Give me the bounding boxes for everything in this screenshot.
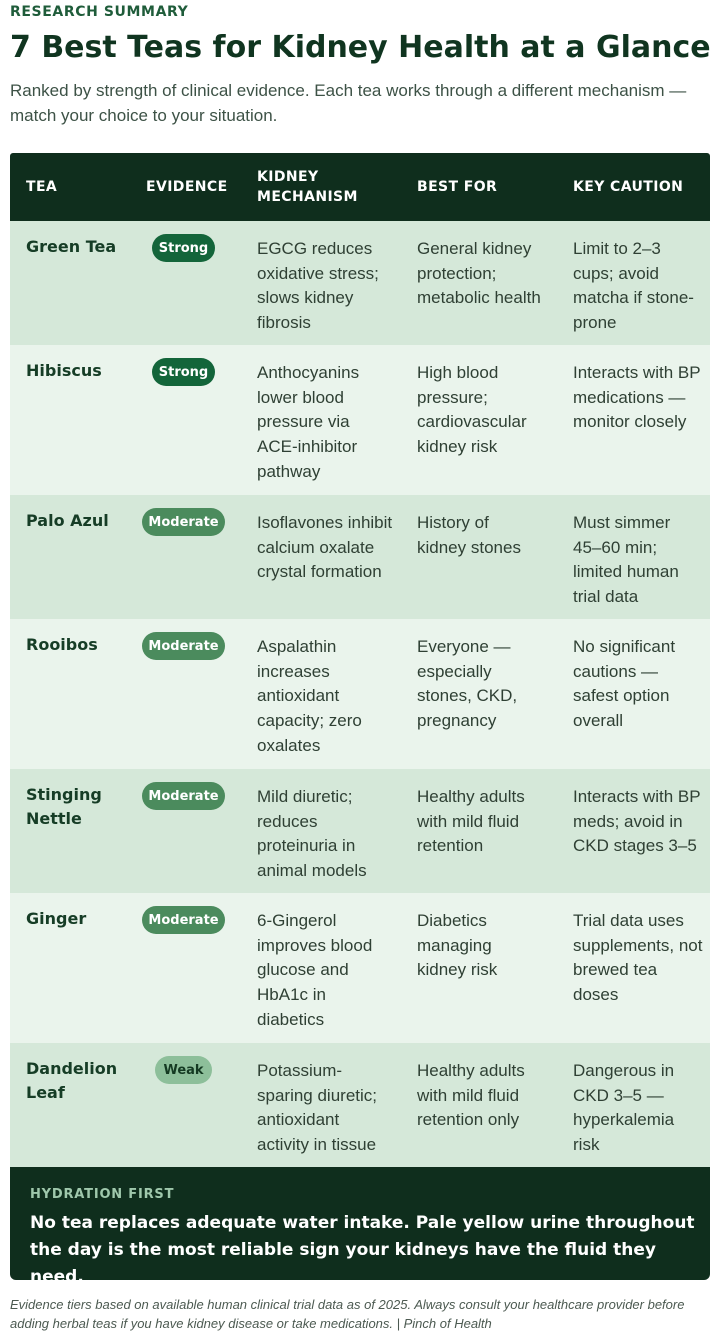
column-header-tea: TEA [26,179,58,195]
caution-cell: No significant cautions — safest option overall [573,637,676,731]
callout-label: HYDRATION FIRST [30,1187,175,1202]
column-header-best-for: BEST FOR [417,179,498,195]
eyebrow-label: RESEARCH SUMMARY [10,4,189,20]
best-for-cell: Healthy adults with mild fluid retention [417,787,525,856]
footnote: Evidence tiers based on available human clinical trial data as of 2025. Always consult your healthcare provider before adding herbal teas if you have kidney disease or take medications. | Pinch of Health [10,1297,685,1331]
hydration-callout [10,1167,710,1287]
table-row [10,495,710,619]
best-for-cell: Everyone — especially stones, CKD, pregnancy [417,637,518,731]
column-header-caution: KEY CAUTION [573,179,684,195]
table-row [10,221,710,345]
mechanism-cell: Isoflavones inhibit calcium oxalate crystal formation [257,513,393,582]
best-for-cell: History of kidney stones [417,513,521,557]
evidence-badge: Moderate [142,632,225,660]
tea-name: Hibiscus [26,361,102,380]
best-for-cell: Diabetics managing kidney risk [417,911,498,980]
caution-cell: Must simmer 45–60 min; limited human trial data [573,513,679,607]
evidence-badge: Moderate [142,508,225,536]
caution-cell: Dangerous in CKD 3–5 — hyperkalemia risk [573,1061,675,1155]
callout-text: No tea replaces adequate water intake. Pale yellow urine throughout the day is the most reliable sign your kidneys have the fluid they need. [30,1213,695,1287]
page-title: 7 Best Teas for Kidney Health at a Glance [10,30,711,65]
caution-cell: Trial data uses supplements, not brewed tea doses [573,911,703,1005]
table-row [10,345,710,495]
table-row [10,1043,710,1167]
mechanism-cell: Potassium-sparing diuretic; antioxidant activity in tissue [257,1061,378,1155]
evidence-badge: Moderate [142,906,225,934]
caution-cell: Interacts with BP medications — monitor closely [573,363,701,432]
evidence-badge: Weak [155,1056,212,1084]
table-row [10,893,710,1043]
page-subtitle: Ranked by strength of clinical evidence. Each tea works through a different mechanism — match your choice to your situation. [10,81,687,125]
column-header-evidence: EVIDENCE [146,179,228,195]
evidence-badge: Moderate [142,782,225,810]
tea-name: Ginger [26,909,87,928]
evidence-badge: Strong [152,234,215,262]
mechanism-cell: EGCG reduces oxidative stress; slows kidney fibrosis [257,239,379,333]
mechanism-cell: Anthocyanins lower blood pressure via ACE-inhibitor pathway [257,363,360,481]
mechanism-cell: Aspalathin increases antioxidant capacity; zero oxalates [257,637,362,755]
table-row [10,619,710,769]
best-for-cell: High blood pressure; cardiovascular kidney risk [417,363,527,457]
best-for-cell: General kidney protection; metabolic health [417,239,541,308]
tea-comparison-table [10,153,710,1167]
tea-name: Rooibos [26,635,98,654]
table-header [10,153,710,221]
tea-name: Stinging Nettle [26,785,102,828]
column-header-mechanism: KIDNEY MECHANISM [257,169,358,205]
best-for-cell: Healthy adults with mild fluid retention only [417,1061,525,1130]
caution-cell: Limit to 2–3 cups; avoid matcha if stone-prone [573,239,694,333]
table-row [10,769,710,893]
mechanism-cell: Mild diuretic; reduces proteinuria in animal models [257,787,367,881]
evidence-badge: Strong [152,358,215,386]
tea-name: Green Tea [26,237,117,256]
caution-cell: Interacts with BP meds; avoid in CKD stages 3–5 [573,787,701,856]
tea-name: Palo Azul [26,511,109,530]
mechanism-cell: 6-Gingerol improves blood glucose and HbA1c in diabetics [257,911,373,1029]
tea-name: Dandelion Leaf [26,1059,118,1102]
